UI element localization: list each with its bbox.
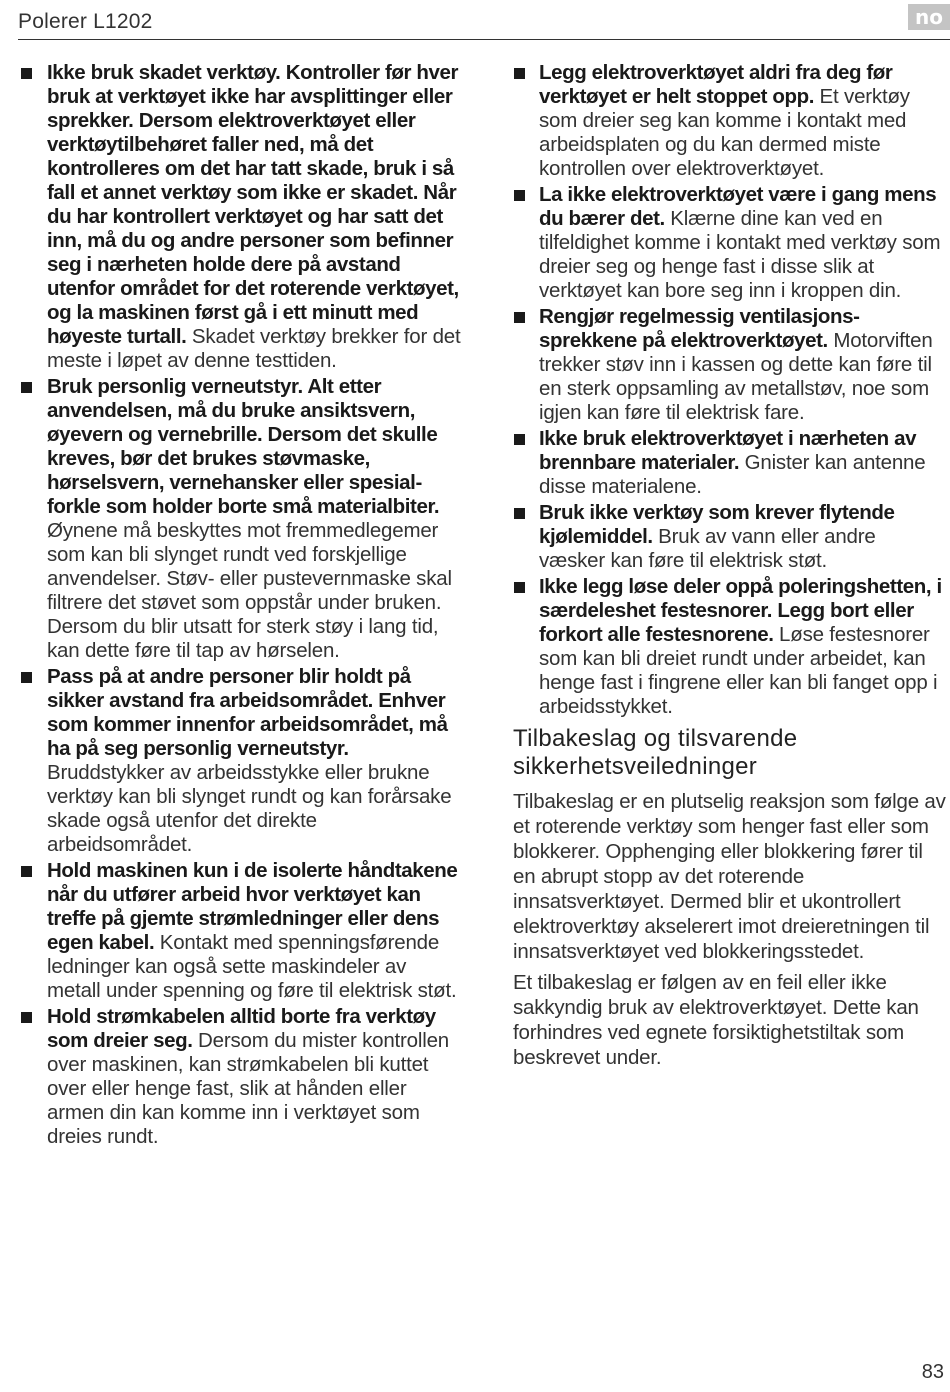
section-heading-kickback: Tilbakeslag og tilsvarende sikkerhetsveiledninger <box>513 725 798 780</box>
square-bullet-icon <box>514 508 525 519</box>
bullet-plain-text: Bruk av vann eller andre væsker kan føre til elektrisk støt. <box>539 525 876 572</box>
bullet-bold-text: Hold maskinen kun i de isolerte håndtakene når du utfører arbeid hvor verktøyet kan treffe på gjemte strømledninger eller dens egen kabel. <box>47 859 458 954</box>
safety-bullet-damaged-tool <box>21 61 461 373</box>
square-bullet-icon <box>21 382 32 393</box>
square-bullet-icon <box>514 190 525 201</box>
bullet-plain-text: Gnister kan antenne disse materialene. <box>539 451 926 498</box>
safety-bullet-power-cable <box>21 1005 461 1149</box>
square-bullet-icon <box>21 672 32 683</box>
bullet-plain-text: Kontakt med spenningsførende ledninger kan også sette maskindeler av metall under spenning og føre til elektrisk støt. <box>47 931 457 1002</box>
square-bullet-icon <box>514 68 525 79</box>
paragraph-kickback-prevention: Et tilbakeslag er følgen av en feil eller ikke sakkyndig bruk av elektroverktøyet. Dette kan forhindres ved egnete forsiktighetstiltak som beskrevet under. <box>513 971 919 1069</box>
safety-bullet-carrying <box>513 183 947 303</box>
page-header-title: Polerer L1202 <box>18 10 153 33</box>
square-bullet-icon <box>21 1012 32 1023</box>
bullet-bold-text: Ikke bruk skadet verktøy. Kontroller før hver bruk at verktøyet ikke har avsplittinger eller sprekker. Dersom elektroverktøyet eller verktøytilbehøret faller ned, må det kontrolleres om det har tatt skade, bruk i så fall et annet verktøy som ikke er skadet. Når du har kontrollert verktøyet og har satt det inn, må du og andre personer som befinner seg i nærheten holde dere på avstand utenfor området for det roterende verktøyet, og la maskinen først gå i ett minutt med høyeste turtall. <box>47 61 459 348</box>
safety-bullet-bystanders <box>21 665 461 857</box>
right-column <box>513 61 947 1076</box>
square-bullet-icon <box>514 434 525 445</box>
square-bullet-icon <box>514 312 525 323</box>
bullet-bold-text: Bruk personlig verneutstyr. Alt etter anvendelsen, må du bruke ansiktsvern, øyevern og vernebrille. Dersom det skulle kreves, bør det brukes støvmaske, hørselsvern, vernehansker eller spesialforkle som holder borte små materialbiter. <box>47 375 440 518</box>
paragraph-kickback-definition: Tilbakeslag er en plutselig reaksjon som følge av et roterende verktøy som henger fast eller som blokkerer. Opphenging eller blokkering fører til en abrupt stopp av det roterende innsatsverktøyet. Dermed blir et ukontrollert elektroverktøy akselerert imot dreieretningen til innsatsverktøyet ved blokkeringsstedet. <box>513 790 946 963</box>
left-column <box>21 61 461 1151</box>
bullet-plain-text: Dersom du mister kontrollen over maskinen, kan strømkabelen bli kuttet over eller henge fast, slik at hånden eller armen din kan komme inn i verktøyet som dreies rundt. <box>47 1029 449 1148</box>
bullet-plain-text: Skadet verktøy brekker for det meste i løpet av denne testtiden. <box>47 325 461 372</box>
language-badge: no <box>908 4 950 30</box>
bullet-bold-text: Legg elektroverktøyet aldri fra deg før verktøyet er helt stoppet opp. <box>539 61 893 108</box>
safety-bullet-set-down <box>513 61 947 181</box>
bullet-bold-text: Rengjør regelmessig ventilasjonssprekkene på elektroverktøyet. <box>539 305 860 352</box>
safety-bullet-coolant <box>513 501 947 573</box>
bullet-bold-text: Pass på at andre personer blir holdt på sikker avstand fra arbeidsområdet. Enhver som kommer innenfor arbeidsområdet, må ha på seg personlig verneutstyr. <box>47 665 448 760</box>
safety-bullet-loose-parts <box>513 575 947 719</box>
bullet-bold-text: Ikke bruk elektroverktøyet i nærheten av brennbare materialer. <box>539 427 917 474</box>
bullet-plain-text: Løse festesnorer som kan bli dreiet rundt under arbeidet, kan henge fast i fingrene eller kan bli fanget opp i arbeidsstykket. <box>539 623 938 718</box>
square-bullet-icon <box>21 68 32 79</box>
header-divider <box>18 39 950 40</box>
bullet-plain-text: Motorviften trekker støv inn i kassen og dette kan føre til en sterk oppsamling av metallstøv, noe som igjen kan føre til elektrisk fare. <box>539 329 933 424</box>
safety-bullet-protective-equipment <box>21 375 461 663</box>
safety-bullet-ventilation <box>513 305 947 425</box>
safety-bullet-flammable <box>513 427 947 499</box>
bullet-plain-text: Klærne dine kan ved en tilfeldighet komme i kontakt med verktøy som dreier seg og henge fast i disse slik at verktøyet kan bore seg inn i kroppen din. <box>539 207 941 302</box>
safety-bullet-insulated-grips <box>21 859 461 1003</box>
bullet-bold-text: Ikke legg løse deler oppå poleringshetten, i særdeleshet festesnorer. Legg bort eller forkort alle festesnorene. <box>539 575 942 646</box>
bullet-bold-text: Bruk ikke verktøy som krever flytende kjølemiddel. <box>539 501 895 548</box>
bullet-plain-text: Øynene må beskyttes mot fremmedlegemer som kan bli slynget rundt ved forskjellige anvendelser. Støv- eller pustevernmaske skal filtrere det støvet som oppstår under bruken. Dersom du blir utsatt for sterk støy i lang tid, kan dette føre til tap av hørselen. <box>47 519 452 662</box>
bullet-plain-text: Et verktøy som dreier seg kan komme i kontakt med arbeidsplaten og du kan dermed miste kontrollen over elektroverktøyet. <box>539 85 910 180</box>
bullet-bold-text: Hold strømkabelen alltid borte fra verktøy som dreier seg. <box>47 1005 436 1052</box>
square-bullet-icon <box>21 866 32 877</box>
square-bullet-icon <box>514 582 525 593</box>
page-number: 83 <box>921 1361 944 1383</box>
bullet-plain-text: Bruddstykker av arbeidsstykke eller brukne verktøy kan bli slynget rundt og kan forårsake skade også utenfor det direkte arbeidsområdet. <box>47 761 452 856</box>
bullet-bold-text: La ikke elektroverktøyet være i gang mens du bærer det. <box>539 183 937 230</box>
